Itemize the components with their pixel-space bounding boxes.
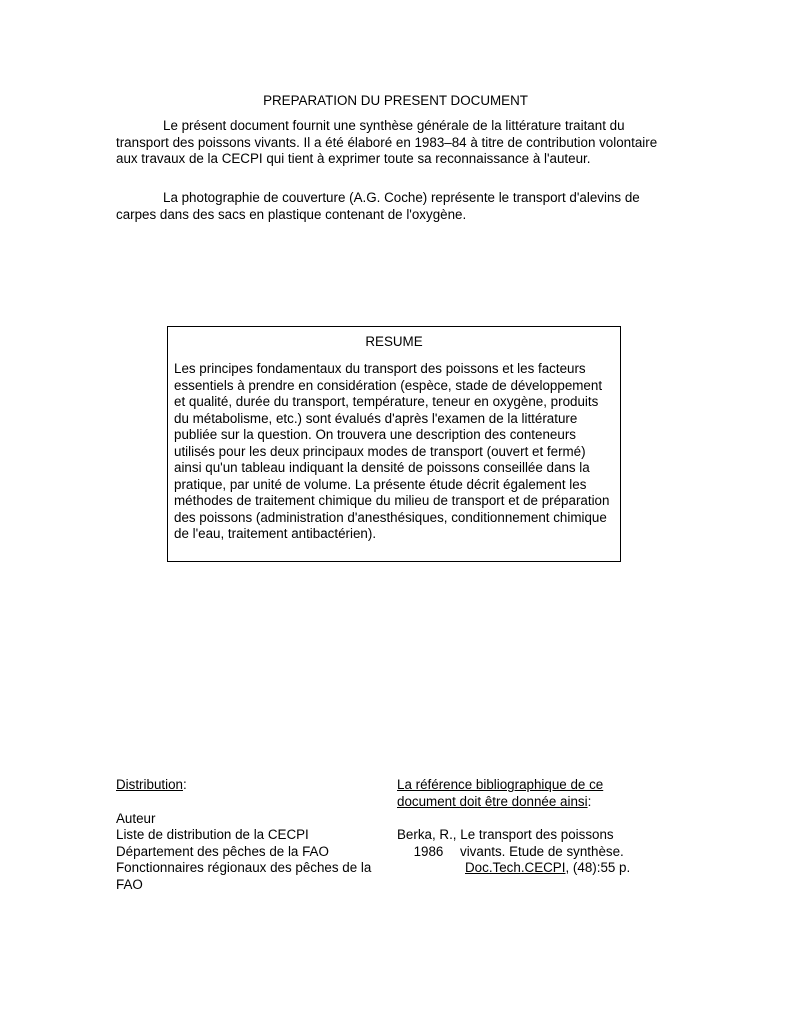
citation-year: 1986	[413, 843, 444, 859]
citation-line-3	[397, 860, 657, 877]
citation-details: , (48):55 p.	[565, 860, 631, 875]
citation-author: Berka, R.,	[397, 827, 457, 842]
reference-heading	[397, 777, 657, 810]
distribution-heading-text: Distribution	[116, 777, 183, 792]
resume-title: RESUME	[365, 334, 423, 349]
citation-line-1	[397, 827, 657, 844]
page-title: PREPARATION DU PRESENT DOCUMENT	[263, 93, 528, 108]
list-item: Fonctionnaires régionaux des pêches de la FAO	[116, 860, 372, 892]
list-item: Auteur	[116, 810, 156, 826]
distribution-heading-colon: :	[182, 777, 187, 792]
list-item: Département des pêches de la FAO	[116, 843, 329, 859]
resume-box	[167, 326, 621, 562]
citation-title-part-1: Le transport des poissons	[460, 827, 614, 842]
reference-heading-colon: :	[587, 793, 592, 809]
citation-title-part-2: vivants. Etude de synthèse.	[460, 843, 624, 859]
distribution-list	[116, 811, 396, 894]
intro-paragraph-2	[116, 190, 673, 223]
reference-section	[397, 777, 657, 877]
distribution-section	[116, 777, 396, 893]
citation-journal: Doc.Tech.CECPI	[465, 860, 566, 875]
intro-paragraph-text: Le présent document fournit une synthèse générale de la littérature traitant du transport des poissons vivants. Il a été élaboré en 1983–84 à titre de contribution volontaire aux travaux de la CECPI qui tient à exprimer toute sa reconnaissance à l'auteur.	[116, 118, 658, 166]
intro-paragraph-text: La photographie de couverture (A.G. Coche) représente le transport d'alevins de carpes dans des sacs en plastique contenant de l'oxygène.	[116, 190, 640, 222]
list-item: Liste de distribution de la CECPI	[116, 827, 309, 842]
reference-heading-text: La référence bibliographique de ce document doit être donnée ainsi	[397, 777, 604, 809]
distribution-heading	[116, 777, 396, 794]
citation-line-2	[397, 844, 657, 861]
citation	[397, 827, 657, 877]
resume-body: Les principes fondamentaux du transport des poissons et les facteurs essentiels à prendre en considération (espèce, stade de développement et qualité, durée du transport, température, teneur en oxygène, produits du métabolisme, etc.) sont évalués d'après l'examen de la littérature publiée sur la question. On trouvera une description des conteneurs utilisés pour les deux principaux modes de transport (ouvert et fermé) ainsi qu'un tableau indiquant la densité de poissons conseillée dans la pratique, par unité de volume. La présente étude décrit également les méthodes de traitement chimique du milieu de transport et de préparation des poissons (administration d'anesthésiques, conditionnement chimique de l'eau, traitement antibactérien).	[174, 361, 610, 541]
intro-paragraph-1	[116, 118, 673, 168]
